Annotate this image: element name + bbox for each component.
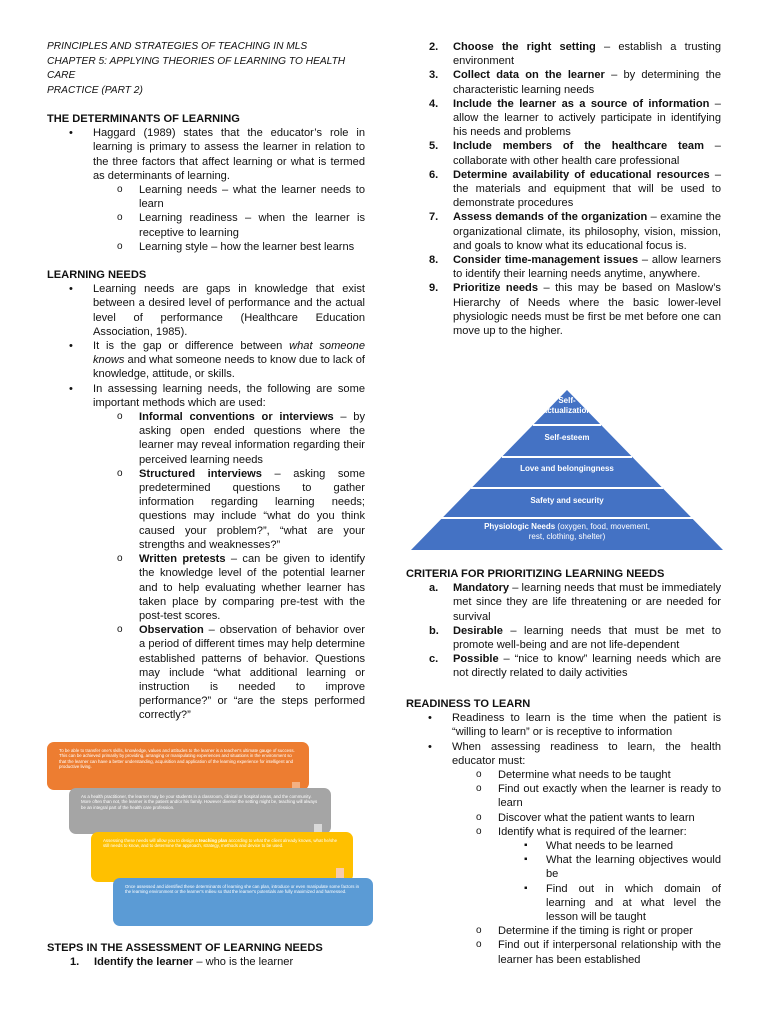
- steps-heading: STEPS IN THE ASSESSMENT OF LEARNING NEEDS: [47, 942, 323, 954]
- learning-needs-heading: LEARNING NEEDS: [47, 269, 147, 282]
- learning-needs-bullet: • Learning needs are gaps in knowledge that exist between a desired level of performance and the actual level of performance (Healthcare Education Association, 1985).: [47, 282, 365, 339]
- readiness-sub-item: o Identify what is required of the learner:: [406, 825, 721, 839]
- criteria-item: c. Possible – “nice to know” learning needs which are not directly related to daily activities: [429, 653, 721, 680]
- flow-box-1: To be able to transfer one's skills, knowledge, values and attitudes to the learner is a teacher's ultimate gauge of success. This can be achieved primarily by providing, arranging or manipulating experiences and situations in the environment so that the learner can have a better understanding, acquisition and application of the learning experience for intelligent and productive living.: [47, 742, 309, 790]
- readiness-heading: READINESS TO LEARN: [406, 698, 531, 710]
- readiness-subsub-item: ▪ Find out in which domain of learning and at what level the lesson will be taught: [406, 882, 721, 925]
- pyramid-level-safety: Safety and security: [530, 496, 604, 505]
- pyramid-level-physiologic: Physiologic Needs (oxygen, food, movement, rest, clothing, shelter): [484, 522, 650, 541]
- readiness-bullet: • When assessing readiness to learn, the health educator must:: [406, 740, 721, 768]
- criteria-item: b. Desirable – learning needs that must be met to promote well-being and are not life-dependent: [429, 624, 721, 652]
- chapter-title-cont: PRACTICE (PART 2): [47, 84, 143, 96]
- step-item: 9. Prioritize needs – this may be based on Maslow’s Hierarchy of Needs where the basic lower-level physiologic needs must be first be met before one can move up to the higher.: [429, 282, 721, 338]
- left-column: [47, 40, 365, 723]
- readiness-section: [406, 697, 721, 967]
- method-item: o Observation – observation of behavior over a period of different times may help determine established patterns of behavior. Questions may include “what additional learning or instruction is needed to improve performance?” or “are the steps performed correctly?”: [47, 623, 365, 722]
- method-item: o Informal conventions or interviews – by asking open ended questions where the learner may reveal information regarding their perceived learning needs: [47, 410, 365, 467]
- maslow-pyramid: [411, 390, 723, 550]
- readiness-list: [406, 711, 721, 967]
- readiness-subsub-item: ▪ What needs to be learned: [406, 839, 721, 853]
- right-column: [406, 40, 721, 338]
- step-item: 2. Choose the right setting – establish a trusting environment: [429, 41, 721, 68]
- readiness-sub-item: o Discover what the patient wants to learn: [406, 811, 721, 825]
- criteria-section: [406, 567, 721, 681]
- chapter-title: CHAPTER 5: APPLYING THEORIES OF LEARNING TO HEALTH CARE: [47, 55, 346, 81]
- step-item: 1. Identify the learner – who is the learner: [70, 956, 294, 969]
- steps-section: [47, 941, 367, 969]
- determinant-item: o Learning readiness – when the learner is receptive to learning: [47, 211, 365, 239]
- readiness-sub-item: o Find out exactly when the learner is ready to learn: [406, 782, 721, 810]
- step-item: 8. Consider time-management issues – allow learners to identify their learning needs anytime, anywhere.: [429, 254, 722, 281]
- pyramid-level-self-actualization: Self- actualization: [542, 396, 592, 415]
- step-item: 5. Include members of the healthcare team – collaborate with other health care professional: [429, 140, 721, 167]
- readiness-bullet: • Readiness to learn is the time when the patient is “willing to learn” or is receptive to information: [406, 711, 721, 739]
- step-item: 6. Determine availability of educational resources – the materials and equipment that will be used to demonstrate procedures: [429, 168, 721, 210]
- pyramid-level-self-esteem: Self-esteem: [544, 433, 590, 442]
- learning-needs-bullet: • In assessing learning needs, the following are some important methods which are used:: [47, 382, 365, 410]
- determinants-heading: THE DETERMINANTS OF LEARNING: [47, 113, 240, 125]
- criteria-item: a. Mandatory – learning needs that must be immediately met since they are life threatening or are needed for survival: [429, 582, 721, 623]
- determinants-list: [47, 126, 365, 254]
- determinant-item: o Learning style – how the learner best learns: [47, 240, 365, 254]
- method-item: o Written pretests – can be given to identify the knowledge level of the potential learner and to help evaluating whether learner has taken place by comparing pre-test with the post-test scores.: [47, 552, 365, 623]
- readiness-subsub-item: ▪ What the learning objectives would be: [406, 853, 721, 881]
- determinants-intro: • Haggard (1989) states that the educator’s role in learning is primary to assess the learner in relation to the three factors that affect learning or what is termed as determinants of learning.: [47, 126, 365, 183]
- pyramid-level-love: Love and belongingness: [520, 464, 614, 473]
- determinant-item: o Learning needs – what the learner needs to learn: [47, 183, 365, 211]
- process-flow-diagram: [47, 742, 377, 927]
- step-item: 3. Collect data on the learner – by determining the characteristic learning needs: [429, 69, 721, 96]
- readiness-sub-item: o Determine if the timing is right or proper: [406, 924, 721, 938]
- criteria-heading: CRITERIA FOR PRIORITIZING LEARNING NEEDS: [406, 568, 665, 580]
- step-item: 4. Include the learner as a source of information – allow the learner to actively participate in identifying his needs and problems: [429, 97, 721, 139]
- learning-needs-list: [47, 282, 365, 722]
- flow-box-3: Assessing these needs will allow you to design a teaching plan according to what the client already knows, what he/she still needs to know, and to determine the approach, strategy, methods and device to be used.: [91, 832, 353, 882]
- step-item: 7. Assess demands of the organization – examine the organizational climate, its philosophy, vision, mission, and goals to know what its educational focus is.: [429, 211, 721, 252]
- readiness-sub-item: o Find out if interpersonal relationship with the learner has been established: [406, 938, 721, 966]
- course-title: PRINCIPLES AND STRATEGIES OF TEACHING IN MLS: [47, 41, 308, 52]
- learning-needs-bullet: • It is the gap or difference between what someone knows and what someone needs to know due to lack of knowledge, attitude, or skills.: [47, 339, 365, 382]
- readiness-sub-item: o Determine what needs to be taught: [406, 768, 721, 782]
- flow-box-4: Once assessed and identified these determinants of learning she can plan, introduce or even manipulate some factors in the learning environment or the learner's milieu so that the learner's potentials are fully maximized and harnessed.: [113, 878, 373, 926]
- flow-box-2: As a health practitioner, the learner may be your students in a classroom, clinical or hospital areas, and the community. More often than not, the learner is the patient and/or his family. However diverse the setting might be, teaching will always be an integral part of the health care profession.: [69, 788, 331, 834]
- method-item: o Structured interviews – asking some predetermined questions to gather information regarding learning needs; questions may include “what do you think caused your problem?”, “what are your strengths and weaknesses?”: [47, 467, 365, 552]
